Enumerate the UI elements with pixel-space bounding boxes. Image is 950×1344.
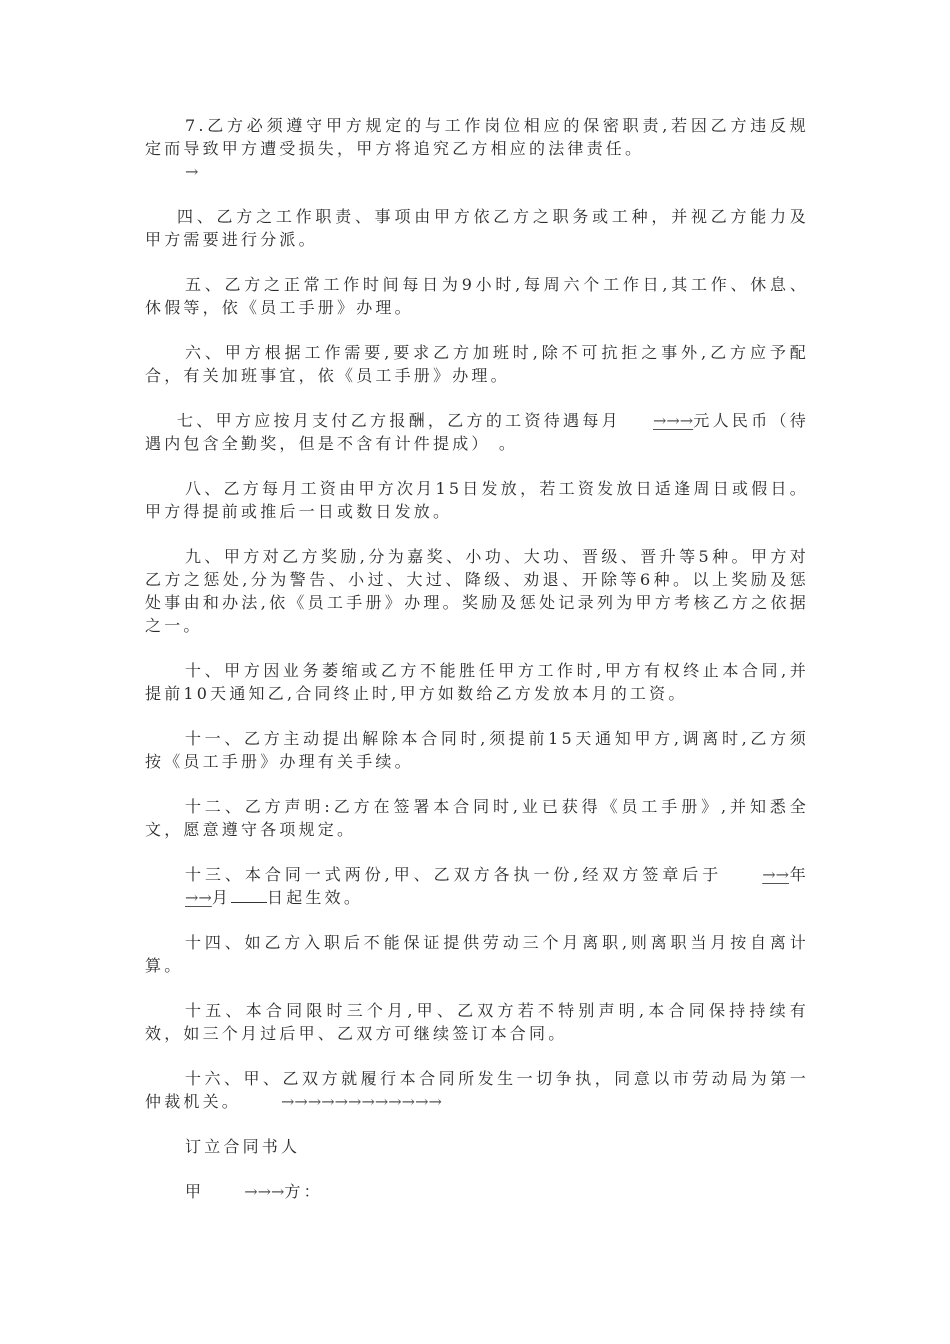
document-page: [145, 114, 809, 1225]
clause-text: 十四、如乙方入职后不能保证提供劳动三个月离职,则离职当月按自离计算。: [145, 933, 809, 975]
clause-text: 七、甲方应按月支付乙方报酬，乙方的工资待遇每月: [177, 411, 621, 430]
clause-7-confidentiality: [145, 114, 809, 183]
clause-13-effective-date: [145, 863, 809, 909]
tab-arrow-icon: →: [185, 162, 199, 181]
clause-text: 元人民币（待遇内包含全勤奖，但是不含有计件提成） 。: [145, 411, 810, 453]
day-label: 日起生效。: [267, 888, 364, 907]
clause-text: 十一、乙方主动提出解除本合同时,须提前15天通知甲方,调离时,乙方须按《员工手册》办理有关手续。: [145, 729, 809, 771]
party-a-prefix: 甲: [185, 1182, 205, 1201]
day-blank-field: [231, 887, 267, 903]
clause-text: 八、乙方每月工资由甲方次月15日发放，若工资发放日适逢周日或假日。甲方得提前或推后一日或数日发放。: [145, 479, 809, 521]
party-a-line: [145, 1180, 809, 1203]
tab-arrows-icon: →→→→→→→→→→→→: [281, 1092, 442, 1111]
clause-10-termination: [145, 659, 809, 705]
year-label: 年: [789, 865, 809, 884]
clause-text: 十五、本合同限时三个月,甲、乙双方若不特别声明,本合同保持持续有效，如三个月过后甲、乙双方可继续签订本合同。: [145, 1001, 809, 1043]
clause-8-payday: [145, 477, 809, 523]
clause-9-rewards-penalties: [145, 545, 809, 637]
clause-6-overtime: [145, 341, 809, 387]
clause-11-resignation: [145, 727, 809, 773]
clause-text: 六、甲方根据工作需要,要求乙方加班时,除不可抗拒之事外,乙方应予配合，有关加班事宜，依《员工手册》办理。: [145, 343, 809, 385]
clause-text: 十三、本合同一式两份,甲、乙双方各执一份,经双方签章后于: [185, 865, 723, 884]
clause-text: 五、乙方之正常工作时间每日为9小时,每周六个工作日,其工作、休息、休假等，依《员工手册》办理。: [145, 275, 809, 317]
clause-16-arbitration: [145, 1067, 809, 1113]
party-a-suffix: 方：: [284, 1182, 323, 1201]
clause-5-working-hours: [145, 273, 809, 319]
clause-14-early-leave: [145, 931, 809, 977]
clause-7-salary: [145, 409, 809, 455]
clause-12-declaration: [145, 795, 809, 841]
month-blank-field: →→: [185, 888, 212, 907]
clause-text: 十二、乙方声明:乙方在签署本合同时,业已获得《员工手册》,并知悉全文，愿意遵守各项规定。: [145, 797, 809, 839]
clause-text: 7.乙方必须遵守甲方规定的与工作岗位相应的保密职责,若因乙方违反规定而导致甲方遭受损失，甲方将追究乙方相应的法律责任。: [145, 116, 809, 158]
clause-text: 十六、甲、乙双方就履行本合同所发生一切争执，同意以市劳动局为第一仲裁机关。: [145, 1069, 809, 1111]
tab-arrows-icon: →→→: [244, 1182, 285, 1201]
year-blank-field: →→: [762, 865, 790, 884]
salary-blank-field: →→→: [652, 411, 694, 430]
month-label: 月: [211, 888, 232, 907]
clause-text: 四、乙方之工作职责、事项由甲方依乙方之职务或工种，并视乙方能力及甲方需要进行分派。: [145, 207, 809, 249]
clause-text: 十、甲方因业务萎缩或乙方不能胜任甲方工作时,甲方有权终止本合同,并提前10天通知乙,合同终止时,甲方如数给乙方发放本月的工资。: [145, 661, 809, 703]
clause-15-term: [145, 999, 809, 1045]
clause-text: 九、甲方对乙方奖励,分为嘉奖、小功、大功、晋级、晋升等5种。甲方对乙方之惩处,分为警告、小过、大过、降级、劝退、开除等6种。以上奖励及惩处事由和办法,依《员工手册》办理。奖励及惩处记录列为甲方考核乙方之依据之一。: [145, 547, 809, 635]
clause-4-duties: [145, 205, 809, 251]
signatory-heading: 订立合同书人: [185, 1137, 301, 1156]
